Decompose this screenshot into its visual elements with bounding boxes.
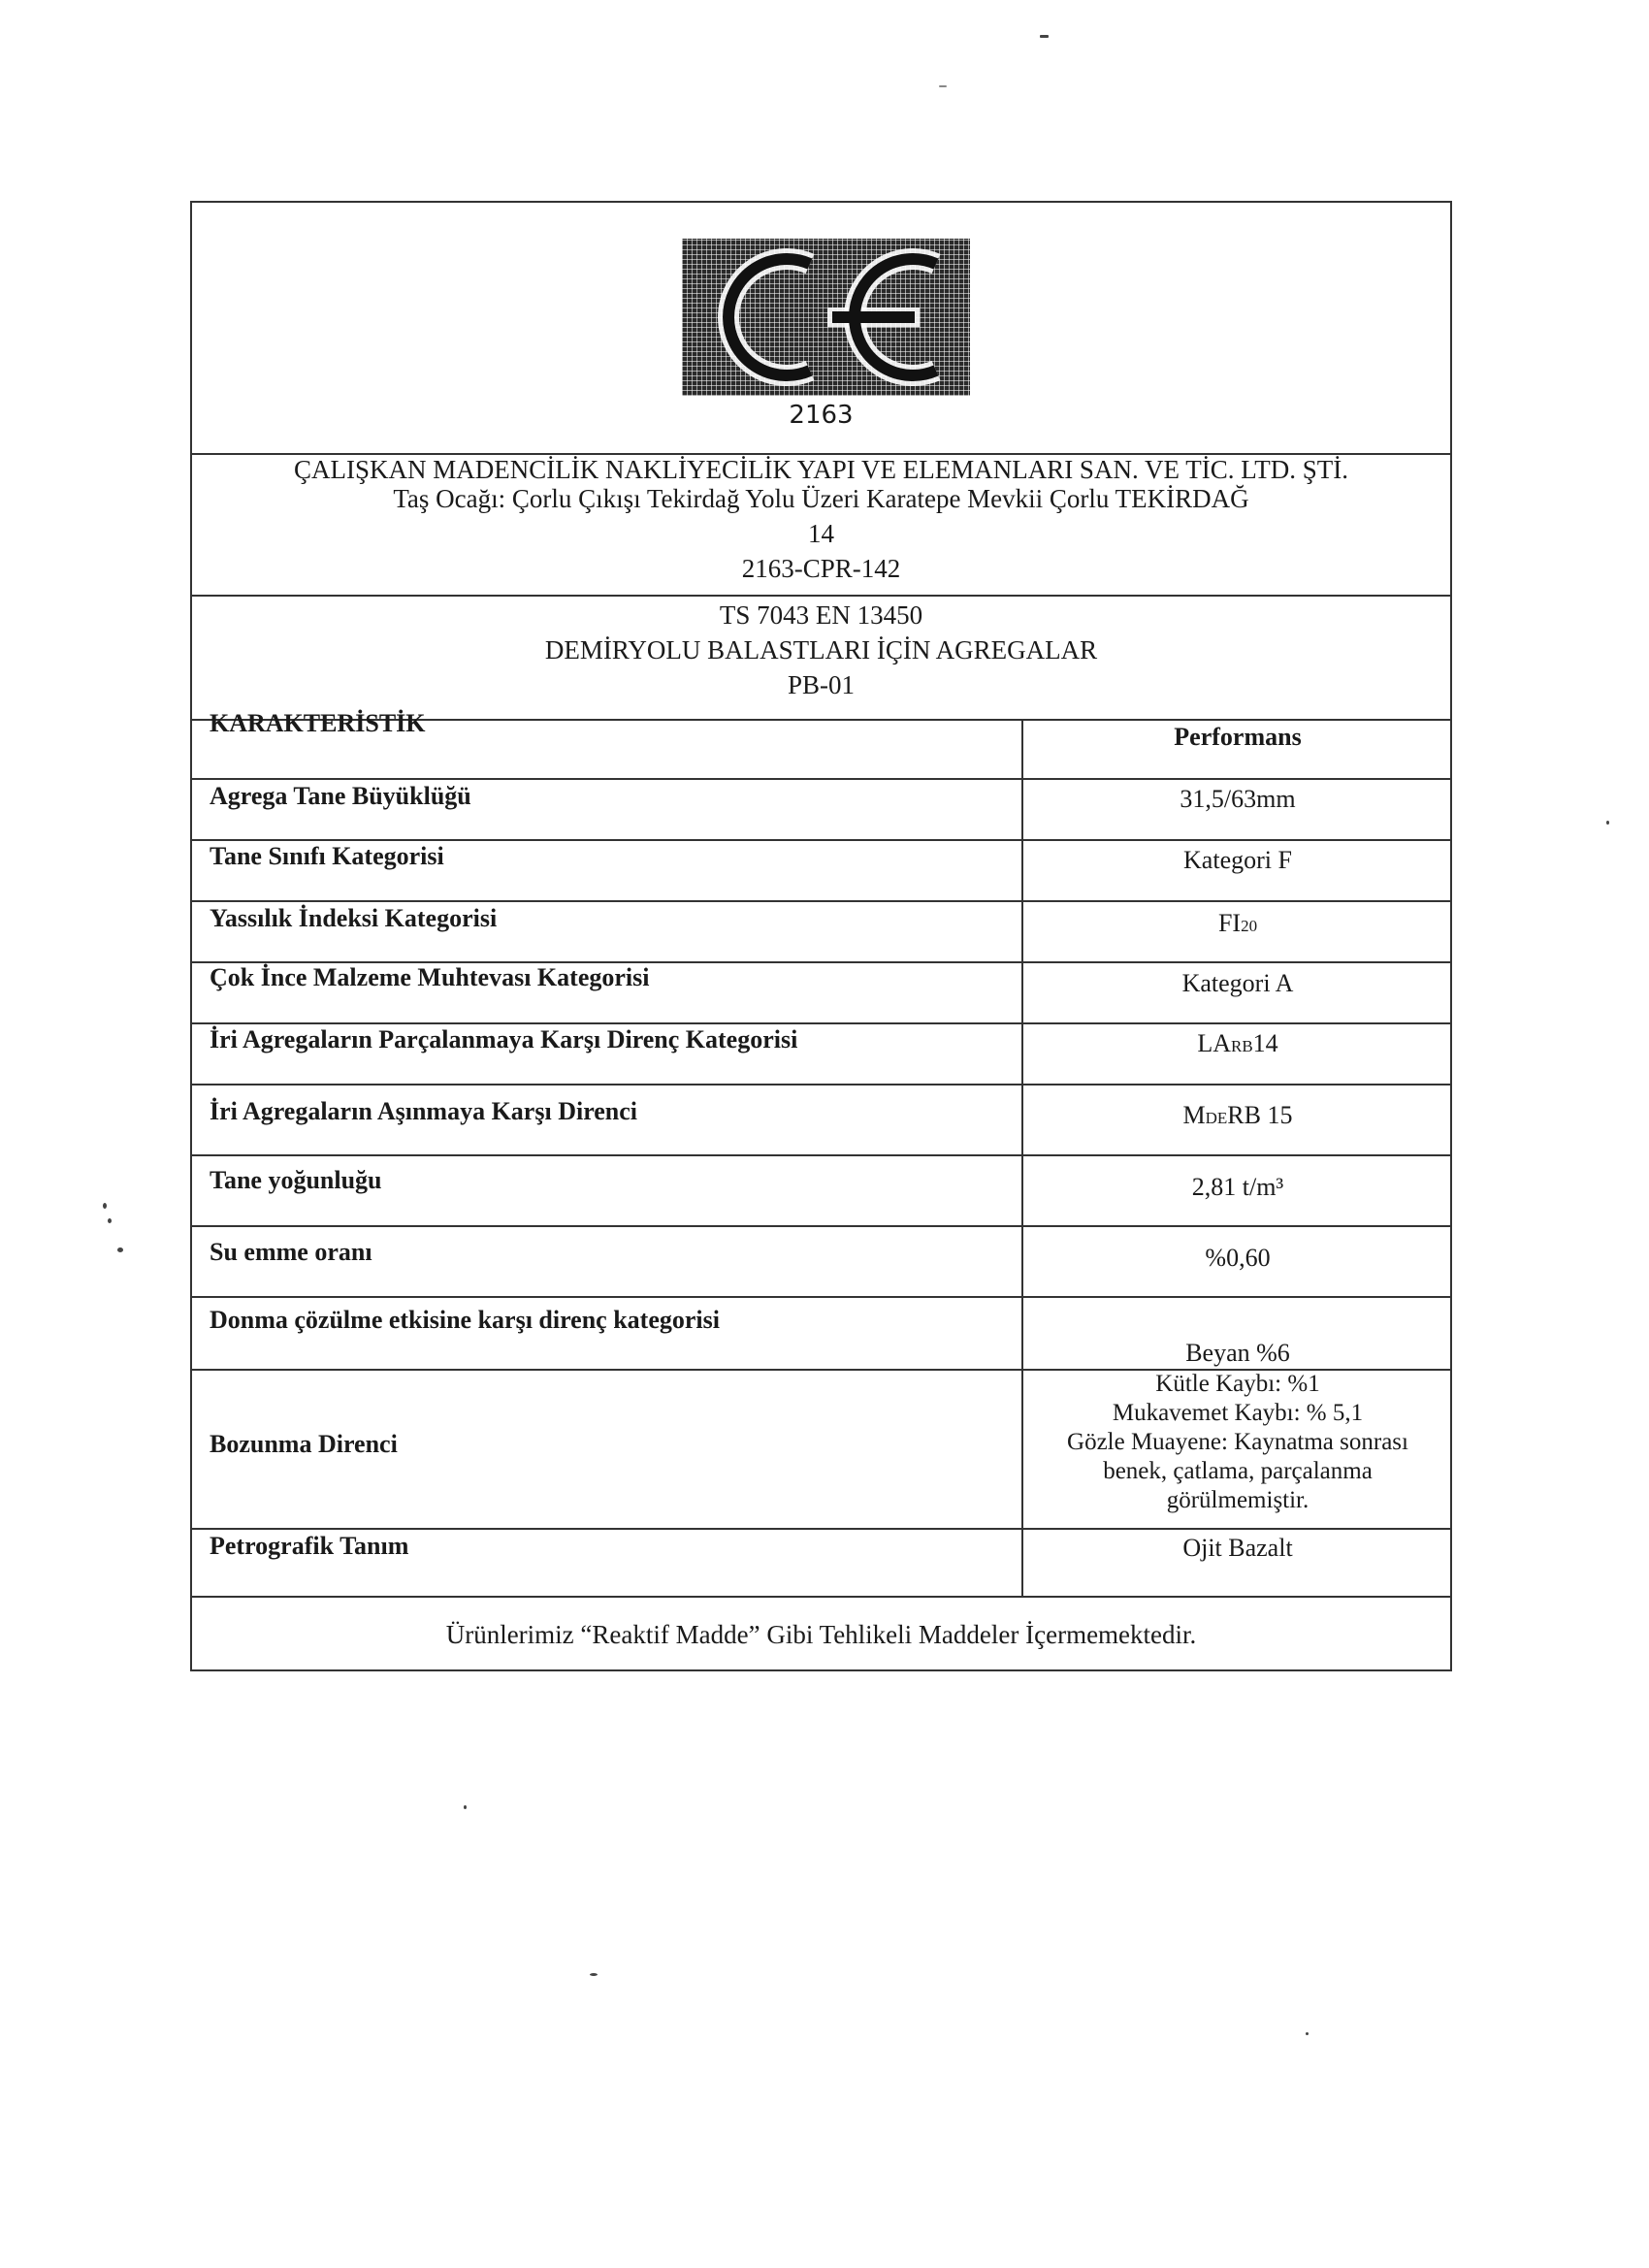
divider <box>192 839 1452 841</box>
scan-speck <box>103 1203 107 1209</box>
row-label-flakiness: Yassılık İndeksi Kategorisi <box>210 904 498 932</box>
row-label-fines: Çok İnce Malzeme Muhtevası Kategorisi <box>210 963 650 991</box>
scan-speck <box>464 1805 467 1809</box>
row-label-grain-size: Agrega Tane Büyüklüğü <box>210 782 471 810</box>
durability-line: Gözle Muayene: Kaynatma sonrası <box>1067 1429 1408 1455</box>
row-value-durability <box>1022 1370 1453 1515</box>
divider <box>192 1528 1452 1530</box>
durability-line: benek, çatlama, parçalanma <box>1103 1458 1373 1484</box>
divider <box>192 1022 1452 1024</box>
table-bottom-border <box>192 1596 1452 1598</box>
row-value-grading: Kategori F <box>1183 846 1292 874</box>
durability-line: görülmemiştir. <box>1166 1487 1310 1513</box>
divider <box>192 595 1452 597</box>
scan-speck <box>1306 2032 1309 2035</box>
header-characteristic: KARAKTERİSTİK <box>210 709 426 737</box>
divider <box>192 1154 1452 1156</box>
logo-section <box>192 203 1450 453</box>
row-label-petrography: Petrografik Tanım <box>210 1532 409 1560</box>
row-label-abrasion: İri Agregaların Aşınmaya Karşı Direnci <box>210 1097 638 1125</box>
footer-note: Ürünlerimiz “Reaktif Madde” Gibi Tehlikeli Maddeler İçermemektedir. <box>445 1620 1197 1649</box>
row-label-fragmentation: İri Agregaların Parçalanmaya Karşı Direnç Kategorisi <box>210 1025 798 1053</box>
scan-speck <box>939 85 947 87</box>
declaration-year: 14 <box>808 519 834 548</box>
product-name: DEMİRYOLU BALASTLARI İÇİN AGREGALAR <box>544 635 1098 664</box>
header-performance: Performans <box>1174 723 1302 751</box>
row-value-abrasion: MDERB 15 <box>1182 1101 1293 1129</box>
ce-mark-logo <box>682 239 970 396</box>
row-value-fines: Kategori A <box>1181 969 1294 997</box>
row-label-grading: Tane Sınıfı Kategorisi <box>210 842 444 870</box>
row-label-water-absorption: Su emme oranı <box>210 1238 372 1266</box>
row-value-petrography: Ojit Bazalt <box>1182 1534 1293 1562</box>
row-value-freeze-thaw: Beyan %6 <box>1185 1339 1290 1367</box>
row-label-durability: Bozunma Direnci <box>210 1430 398 1458</box>
durability-line: Mukavemet Kaybı: % 5,1 <box>1112 1400 1364 1426</box>
row-value-water-absorption: %0,60 <box>1205 1244 1271 1272</box>
row-value-density: 2,81 t/m³ <box>1191 1173 1284 1201</box>
scan-speck <box>1040 35 1049 38</box>
scan-speck <box>1606 821 1609 825</box>
scan-speck <box>117 1247 123 1252</box>
divider <box>192 1296 1452 1298</box>
scan-speck <box>590 1973 598 1976</box>
row-value-grain-size: 31,5/63mm <box>1180 785 1296 813</box>
row-label-freeze-thaw: Donma çözülme etkisine karşı direnç kategorisi <box>210 1306 720 1334</box>
product-standard: TS 7043 EN 13450 <box>719 600 923 630</box>
row-value-fragmentation: LARB14 <box>1197 1029 1278 1057</box>
manufacturer-address: Taş Ocağı: Çorlu Çıkışı Tekirdağ Yolu Üzeri Karatepe Mevkii Çorlu TEKİRDAĞ <box>393 484 1249 513</box>
scan-speck <box>108 1218 112 1223</box>
divider <box>192 778 1452 780</box>
divider <box>192 900 1452 902</box>
notified-body-number: 2163 <box>789 401 854 430</box>
divider <box>192 1225 1452 1227</box>
divider <box>192 1084 1452 1085</box>
ce-declaration-sheet <box>190 201 1452 1671</box>
row-value-flakiness: FI20 <box>1217 909 1258 937</box>
manufacturer-name: ÇALIŞKAN MADENCİLİK NAKLİYECİLİK YAPI VE ELEMANLARI SAN. VE TİC. LTD. ŞTİ. <box>294 455 1348 484</box>
durability-line: Kütle Kaybı: %1 <box>1155 1371 1320 1397</box>
ce-mark-icon <box>682 239 970 396</box>
certificate-number: 2163-CPR-142 <box>741 554 901 583</box>
product-code: PB-01 <box>787 670 856 699</box>
row-label-density: Tane yoğunluğu <box>210 1166 382 1194</box>
